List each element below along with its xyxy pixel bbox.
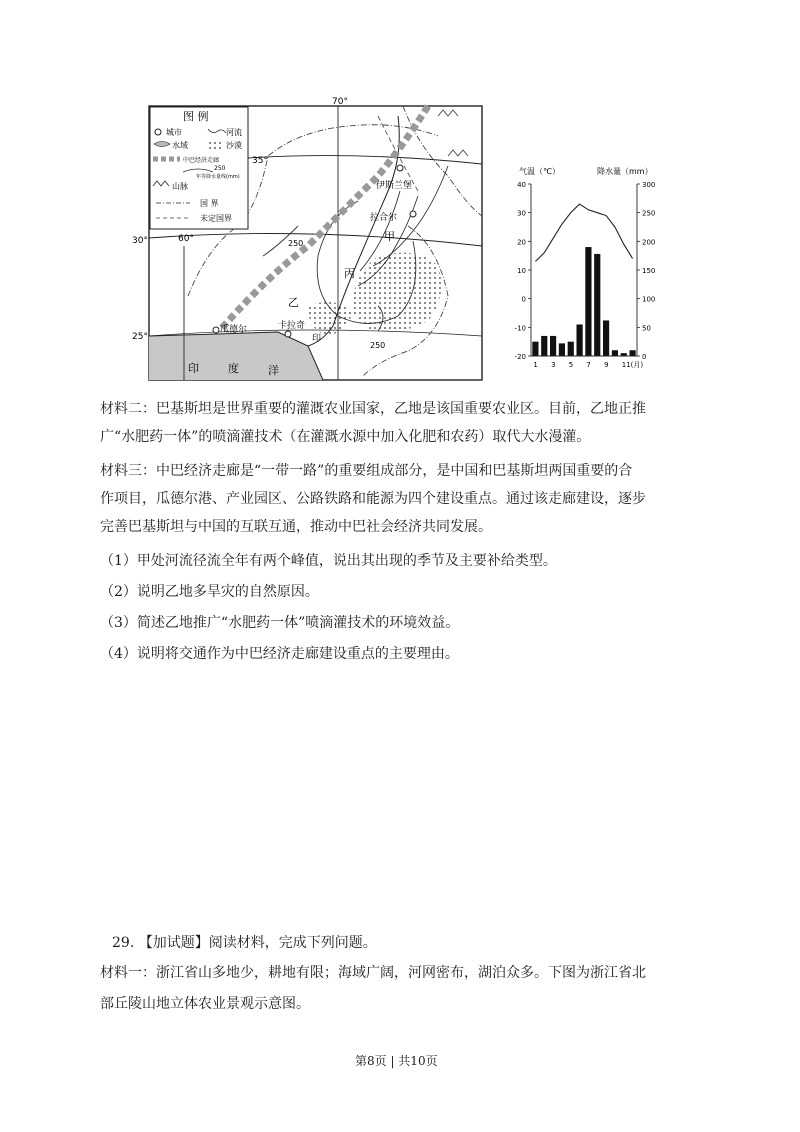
question-3: （3）简述乙地推广“水肥药一体”喷滴灌技术的环境效益。 xyxy=(100,615,460,631)
svg-text:250: 250 xyxy=(214,165,226,172)
label-islamabad: 伊斯兰堡 xyxy=(376,181,413,191)
temperature-curve xyxy=(535,204,632,261)
lon-70: 70° xyxy=(332,97,348,107)
right-tick-label: 300 xyxy=(642,181,656,189)
ocean-label-2: 度 xyxy=(228,362,239,375)
label-india: 印 xyxy=(312,334,322,344)
lat-30: 30° xyxy=(132,236,148,246)
city-gwadar xyxy=(213,327,219,333)
left-tick-label: -20 xyxy=(514,353,526,361)
left-tick-label: 20 xyxy=(517,238,526,247)
precip-bar xyxy=(594,254,600,356)
material-1-line-1: 材料一：浙江省山多地少，耕地有限；海域广阔，河网密布，湖泊众多。下图为浙江省北 xyxy=(100,965,646,981)
lon-60: 60° xyxy=(178,234,194,244)
precip-bar xyxy=(532,342,538,356)
left-axis-title: 气温（℃） xyxy=(519,167,560,176)
question-2: （2）说明乙地多旱灾的自然原因。 xyxy=(100,584,319,600)
x-tick-label: 9 xyxy=(604,361,609,369)
city-karachi xyxy=(285,331,291,337)
svg-text:中巴经济走廊: 中巴经济走廊 xyxy=(183,157,220,164)
isohyet-label-2: 250 xyxy=(370,341,386,350)
svg-text:城市: 城市 xyxy=(166,128,182,137)
left-tick-label: 30 xyxy=(517,209,526,218)
svg-text:未定国界: 未定国界 xyxy=(200,214,232,223)
material-3-line-2: 作项目，瓜德尔港、产业园区、公路铁路和能源为四个建设重点。通过该走廊建设，逐步 xyxy=(100,491,646,507)
precip-bar xyxy=(629,350,635,356)
x-tick-label: 3 xyxy=(551,361,556,369)
label-yi: 乙 xyxy=(288,296,299,309)
pakistan-map xyxy=(132,96,484,382)
svg-text:沙漠: 沙漠 xyxy=(226,141,242,150)
svg-text:水域: 水域 xyxy=(172,141,188,150)
material-3-line-1: 材料三：中巴经济走廊是“一带一路”的重要组成部分，是中国和巴基斯坦两国重要的合 xyxy=(100,463,633,479)
x-tick-label: 5 xyxy=(568,361,574,369)
material-2-line-1: 材料二：巴基斯坦是世界重要的灌溉农业国家，乙地是该国重要农业区。目前，乙地正推 xyxy=(100,401,646,417)
question-29-heading: 29. 【加试题】阅读材料，完成下列问题。 xyxy=(112,935,377,951)
ocean-label-3: 洋 xyxy=(268,364,279,377)
left-tick-label: 0 xyxy=(521,295,526,304)
isohyet-label-1: 250 xyxy=(288,239,304,248)
left-tick-label: -10 xyxy=(514,324,526,333)
x-tick-label: 1 xyxy=(533,361,538,369)
climate-chart xyxy=(505,162,665,374)
svg-text:山脉: 山脉 xyxy=(172,182,188,191)
right-tick-label: 200 xyxy=(642,238,656,247)
precip-bar xyxy=(568,342,574,356)
precip-bar xyxy=(550,336,556,356)
svg-text:国 界: 国 界 xyxy=(200,199,219,208)
legend-title: 图 例 xyxy=(183,110,209,123)
right-tick-label: 50 xyxy=(642,324,651,333)
question-4: （4）说明将交通作为中巴经济走廊建设重点的主要理由。 xyxy=(100,646,459,662)
right-tick-label: 150 xyxy=(642,267,656,275)
precip-bar xyxy=(603,320,609,356)
precip-bar xyxy=(612,350,618,356)
material-2-line-2: 广“水肥药一体”的喷滴灌技术（在灌溉水源中加入化肥和农药）取代大水漫灌。 xyxy=(100,429,591,445)
right-tick-label: 250 xyxy=(642,209,656,218)
question-1: （1）甲处河流径流全年有两个峰值，说出其出现的季节及主要补给类型。 xyxy=(100,553,557,569)
precip-bar xyxy=(559,343,565,356)
label-karachi: 卡拉奇 xyxy=(278,321,306,331)
page-footer: 第8页 | 共10页 xyxy=(355,1054,438,1068)
material-1-line-2: 部丘陵山地立体农业景观示意图。 xyxy=(100,996,310,1012)
right-tick-label: 100 xyxy=(642,295,656,304)
x-tick-label: 11(月) xyxy=(621,361,644,369)
ocean-label-1: 印 xyxy=(188,362,199,375)
precip-bar xyxy=(576,324,582,356)
legend-box xyxy=(150,107,248,229)
left-tick-label: 40 xyxy=(517,181,526,189)
right-axis-title: 降水量（mm） xyxy=(597,167,653,176)
x-tick-label: 7 xyxy=(586,361,591,369)
label-jia: 甲 xyxy=(384,230,395,243)
precip-bar xyxy=(585,247,591,356)
precip-bar xyxy=(541,336,547,356)
svg-text:年等降水量线(mm): 年等降水量线(mm) xyxy=(196,174,240,180)
lat-35: 35° xyxy=(252,156,268,166)
material-3-line-3: 完善巴基斯坦与中国的互联互通，推动中巴社会经济共同发展。 xyxy=(100,519,492,535)
label-lahore: 拉合尔 xyxy=(370,213,398,223)
lat-25: 25° xyxy=(132,332,148,342)
label-gwadar: 瓜德尔 xyxy=(220,325,248,335)
city-lahore xyxy=(410,211,416,217)
left-tick-label: 10 xyxy=(517,267,526,275)
right-tick-label: 0 xyxy=(642,353,647,361)
city-islamabad xyxy=(397,165,403,171)
svg-text:河流: 河流 xyxy=(226,128,242,137)
label-bing: 丙 xyxy=(344,267,355,280)
